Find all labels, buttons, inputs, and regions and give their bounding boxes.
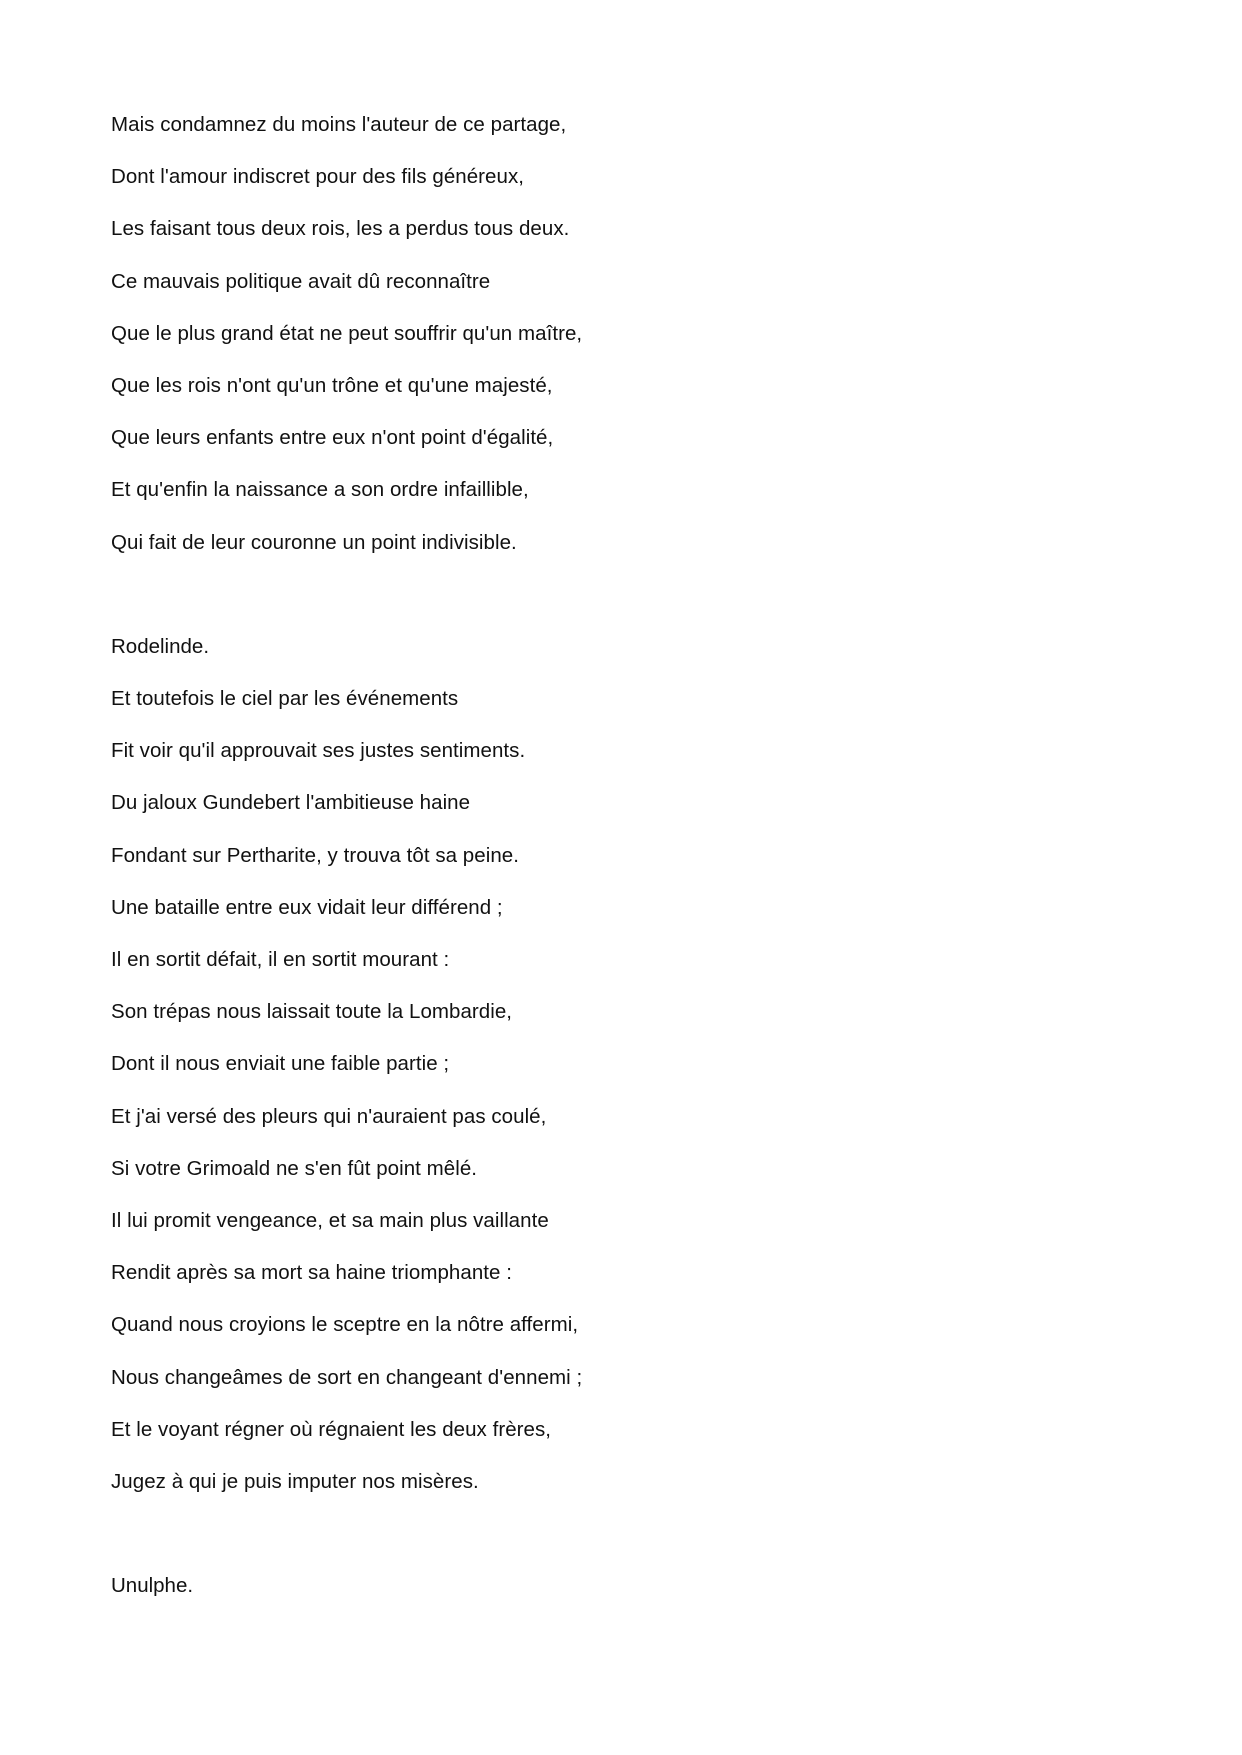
verse-line: Mais condamnez du moins l'auteur de ce partage, (111, 113, 567, 136)
verse-line: Quand nous croyions le sceptre en la nôtre affermi, (111, 1313, 579, 1337)
verse-line: Les faisant tous deux rois, les a perdus tous deux. (111, 217, 570, 241)
verse-line: Que les rois n'ont qu'un trône et qu'une majesté, (111, 373, 553, 397)
verse-line: Et toutefois le ciel par les événements (111, 687, 459, 711)
speaker-name: Unulphe. (111, 1574, 194, 1598)
verse-line: Dont il nous enviait une faible partie ; (111, 1052, 450, 1076)
verse-line: Ce mauvais politique avait dû reconnaître (111, 269, 491, 293)
verse-line: Et le voyant régner où régnaient les deux frères, (111, 1417, 552, 1441)
verse-line: Qui fait de leur couronne un point indivisible. (111, 530, 517, 554)
verse-line: Nous changeâmes de sort en changeant d'ennemi ; (111, 1365, 583, 1389)
verse-line: Que leurs enfants entre eux n'ont point d'égalité, (111, 426, 554, 450)
verse-line: Que le plus grand état ne peut souffrir qu'un maître, (111, 321, 583, 345)
verse-line: Fondant sur Pertharite, y trouva tôt sa peine. (111, 843, 519, 867)
speaker-name: Rodelinde. (111, 634, 210, 658)
verse-line: Si votre Grimoald ne s'en fût point mêlé. (111, 1156, 478, 1180)
stanza-gap (111, 1520, 1131, 1572)
stanza-gap (111, 581, 1131, 633)
verse-line: Son trépas nous laissait toute la Lombardie, (111, 1000, 513, 1024)
verse-line: Il en sortit défait, il en sortit mourant : (111, 948, 450, 971)
verse-text (111, 111, 1131, 1624)
verse-line: Rendit après sa mort sa haine triomphante : (111, 1261, 512, 1285)
verse-line: Dont l'amour indiscret pour des fils généreux, (111, 165, 525, 189)
verse-line: Et qu'enfin la naissance a son ordre infaillible, (111, 478, 529, 502)
verse-line: Et j'ai versé des pleurs qui n'auraient pas coulé, (111, 1104, 547, 1128)
verse-line: Une bataille entre eux vidait leur différend ; (111, 895, 503, 919)
verse-line: Fit voir qu'il approuvait ses justes sentiments. (111, 739, 526, 763)
verse-line: Jugez à qui je puis imputer nos misères. (111, 1469, 479, 1493)
verse-line: Il lui promit vengeance, et sa main plus vaillante (111, 1208, 549, 1232)
verse-line: Du jaloux Gundebert l'ambitieuse haine (111, 791, 471, 815)
